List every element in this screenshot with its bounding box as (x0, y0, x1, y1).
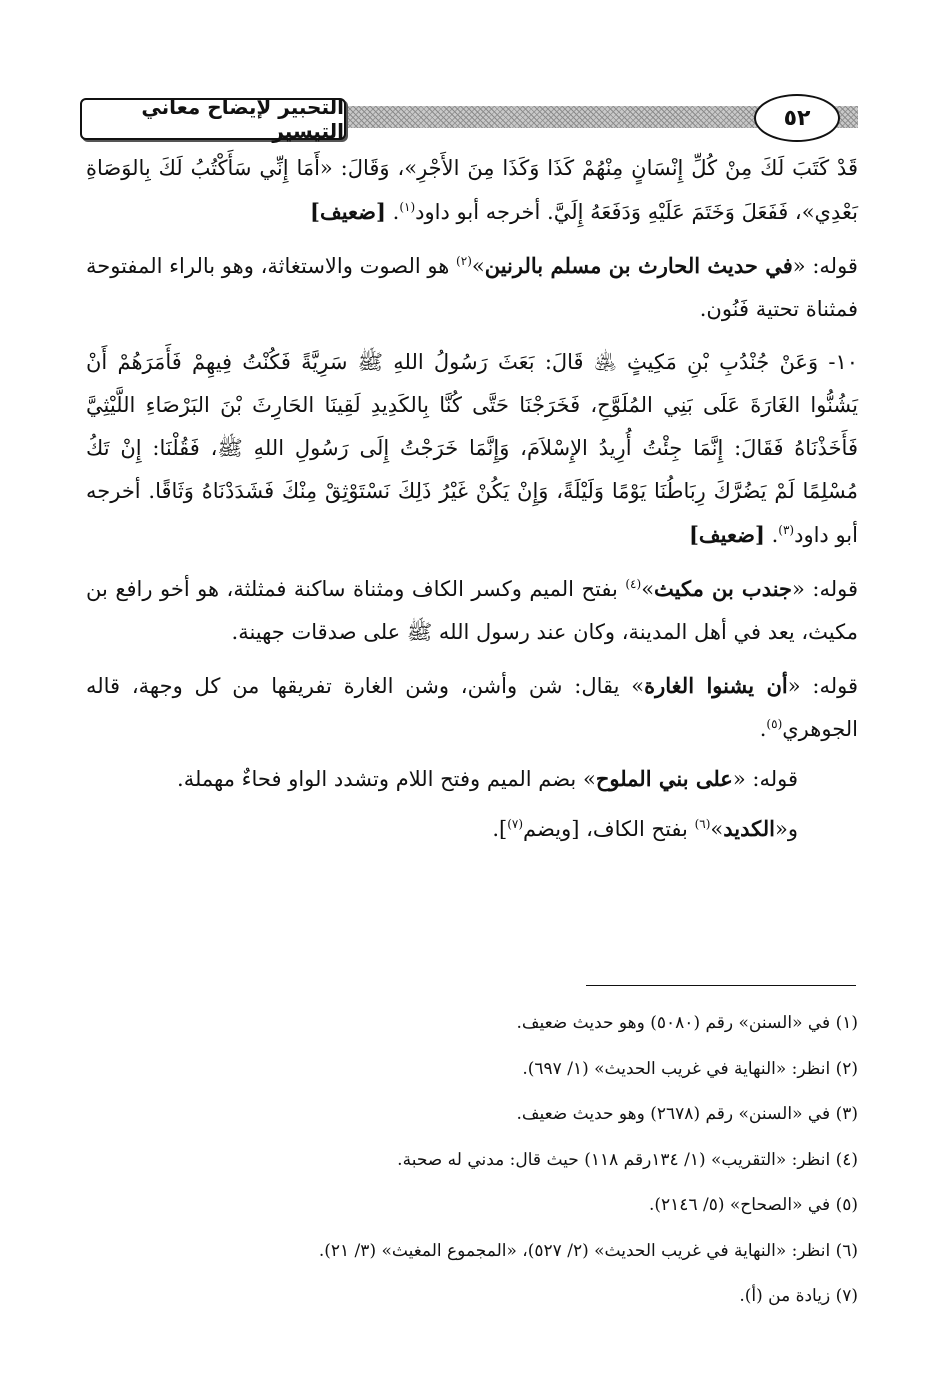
punctuation: ]. (492, 817, 508, 841)
book-title: التحبير لإيضاح معاني التيسير (80, 98, 346, 140)
quote-close: » (710, 817, 724, 841)
paragraph-4 (86, 567, 858, 654)
quote-open: قوله: « (792, 254, 858, 278)
footnote-1: (١) في «السنن» رقم (٥٠٨٠) وهو حديث ضعيف. (516, 1013, 858, 1033)
footnote-5: (٥) في «الصحاح» (٥/ ٢١٤٦). (649, 1195, 858, 1215)
grading-badge: [ضعيف] (689, 522, 765, 547)
quote-close: » (631, 674, 645, 698)
footnote-7: (٧) زيادة من (أ). (739, 1286, 858, 1306)
hadith-continuation-text: قَدْ كَتَبَ لَكَ مِنْ كُلِّ إِنْسَانٍ مِنْهُمْ كَذَا وَكَذَا مِنَ الأَجْرِ»، وَقَالَ: «أَمَا إِنِّي سَأَكْتُبُ لَكَ بِالوَصَاةِ بَعْدِي»، فَفَعَلَ وَخَتَمَ عَلَيْهِ وَدَفَعَهُ إِلَيَّ. أخرجه أبو داود (86, 156, 858, 224)
punctuation: . (759, 717, 767, 741)
explanation-text: هو الصوت والاستغاثة، وهو بالراء المفتوحة فمثناة تحتية فَنُون. (86, 254, 858, 321)
footnote-2: (٢) انظر: «النهاية في غريب الحديث» (١/ ٦٩٧). (522, 1058, 858, 1079)
quote-open: و« (775, 817, 798, 841)
paragraph-2 (86, 244, 858, 331)
quote-close: » (582, 767, 596, 791)
page-header (80, 92, 858, 146)
quote-open: قوله: « (792, 577, 859, 601)
footnote-ref-7: (٧) (507, 817, 524, 831)
page-number: ٥٢ (754, 94, 840, 142)
footnote-ref-1: (١) (399, 200, 416, 214)
quote-open: قوله: « (732, 767, 798, 791)
quote-close: » (471, 254, 485, 278)
quoted-term: جندب بن مكيث (654, 576, 793, 601)
paragraph-6 (86, 757, 858, 801)
punctuation: . (764, 523, 779, 547)
footnote-ref-4: (٤) (625, 577, 642, 591)
footnotes (86, 1012, 858, 1331)
explanation-text: بضم الميم وفتح اللام وتشدد الواو فحاءٌ مهملة. (177, 767, 583, 791)
grading-badge: [ضعيف] (310, 199, 386, 224)
punctuation: . (385, 200, 400, 224)
explanation-text: بفتح الكاف، [ويضم (523, 817, 695, 841)
footnote-6: (٦) انظر: «النهاية في غريب الحديث» (٢/ ٥٢٧)، «المجموع المغيث» (٣/ ٢١). (318, 1240, 858, 1261)
quoted-term: أن يشنوا الغارة (644, 673, 788, 698)
paragraph-7 (86, 807, 858, 851)
explanation-text: يقال: شن وأشن، وشن الغارة تفريقها من كل وجهة، قاله الجوهري (86, 674, 858, 741)
hadith-10-text: ١٠- وَعَنْ جُنْدُبِ بْنِ مَكِيثٍ ﵁ قَالَ: بَعَثَ رَسُولُ اللهِ ﷺ سَرِيَّةً فَكُنْتُ فِيهِمْ فَأَمَرَهُمْ أَنْ يَشُنُّوا الغَارَةَ عَلَى بَنِي المُلَوَّحِ، فَخَرَجْنَا حَتَّى كُنَّا بِالكَدِيدِ لَقِينَا الحَارِثَ بْنَ البَرْصَاءِ اللَّيْثِيَّ فَأَخَذْنَاهُ فَقَالَ: إِنَّمَا جِئْتُ أُرِيدُ الإِسْلاَمَ، وَإِنَّمَا خَرَجْتُ إِلَى رَسُولِ اللهِ ﷺ، فَقُلْنَا: إِنْ تَكُ مُسْلِمًا لَمْ يَضُرَّكَ رِبَاطُنَا يَوْمًا وَلَيْلَةً، وَإِنْ يَكُنْ غَيْرُ ذَلِكَ نَسْتَوْثِقْ مِنْكَ فَشَدَدْنَاهُ وَثَاقًا. أخرجه أبو داود (86, 350, 858, 547)
footnote-4: (٤) انظر: «التقريب» (١/ ١٣٤رقم ١١٨) حيث قال: مدني له صحبة. (397, 1149, 858, 1170)
footnote-ref-6: (٦) (694, 817, 711, 831)
paragraph-5 (86, 664, 858, 751)
footnote-ref-2: (٢) (456, 254, 472, 268)
footnote-ref-5: (٥) (766, 717, 783, 731)
footnote-ref-3: (٣) (778, 523, 795, 537)
footnote-separator (586, 985, 856, 986)
paragraph-1 (86, 147, 858, 234)
quoted-term: الكديد (723, 816, 775, 841)
footnote-3: (٣) في «السنن» رقم (٢٦٧٨) وهو حديث ضعيف. (516, 1104, 858, 1124)
explanation-text: بفتح الميم وكسر الكاف ومثناة ساكنة فمثلثة، هو أخو رافع بن مكيث، يعد في أهل المدينة، وكان عند رسول الله ﷺ على صدقات جهينة. (86, 577, 858, 644)
quote-open: قوله: « (787, 674, 858, 698)
main-text (86, 147, 858, 851)
quoted-term: على بني الملوح (595, 766, 733, 791)
quoted-term: في حديث الحارث بن مسلم بالرنين (484, 253, 793, 278)
paragraph-3 (86, 341, 858, 557)
quote-close: » (641, 577, 655, 601)
